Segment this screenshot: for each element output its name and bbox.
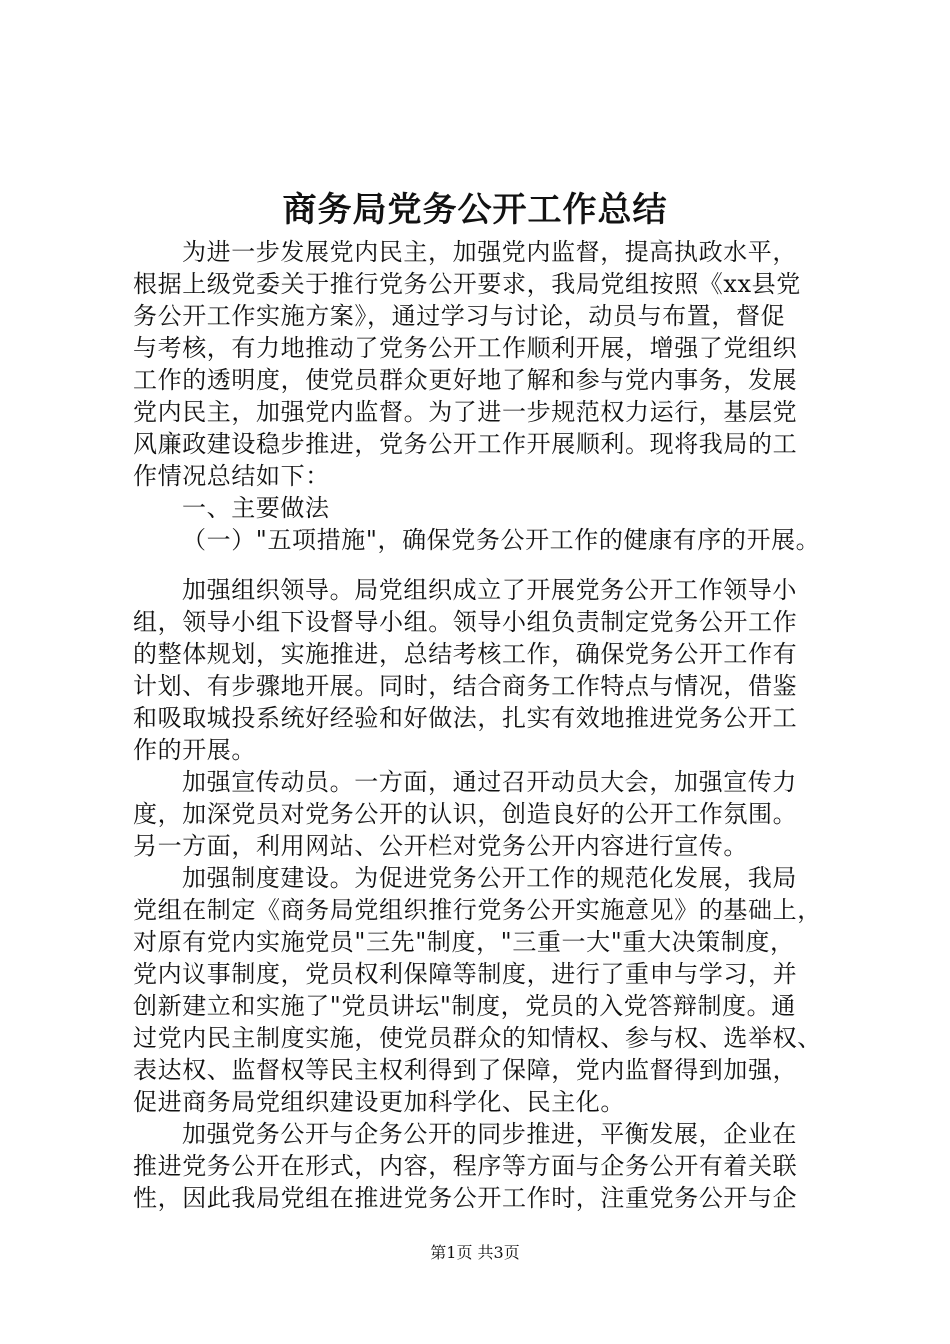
paragraph-line: 另一方面，利用网站、公开栏对党务公开内容进行宣传。 (133, 832, 748, 860)
paragraph-line: 表达权、监督权等民主权利得到了保障，党内监督得到加强， (133, 1056, 798, 1084)
paragraph-line: 党内民主，加强党内监督。为了进一步规范权力运行，基层党 (133, 398, 798, 426)
section-heading: 一、主要做法 (182, 494, 330, 522)
paragraph-line: 度，加深党员对党务公开的认识，创造良好的公开工作氛围。 (133, 800, 798, 828)
paragraph-line: 与考核，有力地推动了党务公开工作顺利开展，增强了党组织 (133, 334, 798, 362)
paragraph-line: 组，领导小组下设督导小组。领导小组负责制定党务公开工作 (133, 608, 798, 636)
paragraph-line: 加强制度建设。为促进党务公开工作的规范化发展，我局 (182, 864, 797, 892)
paragraph-line: 工作的透明度，使党员群众更好地了解和参与党内事务，发展 (133, 366, 798, 394)
paragraph-line: 党组在制定《商务局党组织推行党务公开实施意见》的基础上， (133, 896, 822, 924)
paragraph-line: 计划、有步骤地开展。同时，结合商务工作特点与情况，借鉴 (133, 672, 798, 700)
paragraph-line: 加强组织领导。局党组织成立了开展党务公开工作领导小 (182, 576, 797, 604)
paragraph-line: 创新建立和实施了"党员讲坛"制度，党员的入党答辩制度。通 (133, 992, 796, 1020)
paragraph-line: 对原有党内实施党员"三先"制度，"三重一大"重大决策制度， (133, 928, 795, 956)
paragraph-line: 作情况总结如下： (133, 462, 330, 490)
page-number-footer: 第1页 共3页 (430, 1243, 520, 1262)
paragraph-line: 务公开工作实施方案》，通过学习与讨论，动员与布置，督促 (133, 302, 786, 330)
paragraph-line: 过党内民主制度实施，使党员群众的知情权、参与权、选举权、 (133, 1024, 822, 1052)
paragraph-line: 和吸取城投系统好经验和好做法，扎实有效地推进党务公开工 (133, 704, 798, 732)
paragraph-line: 风廉政建设稳步推进，党务公开工作开展顺利。现将我局的工 (133, 430, 798, 458)
paragraph-line: 为进一步发展党内民主，加强党内监督，提高执政水平， (182, 238, 797, 266)
paragraph-line: 的整体规划，实施推进，总结考核工作，确保党务公开工作有 (133, 640, 798, 668)
paragraph-line: 加强宣传动员。一方面，通过召开动员大会，加强宣传力 (182, 768, 797, 796)
paragraph-line: 党内议事制度，党员权利保障等制度，进行了重申与学习，并 (133, 960, 798, 988)
paragraph-line: 加强党务公开与企务公开的同步推进，平衡发展，企业在 (182, 1120, 797, 1148)
paragraph-line: 根据上级党委关于推行党务公开要求，我局党组按照《xx县党 (133, 270, 801, 298)
subsection-heading: （一）"五项措施"，确保党务公开工作的健康有序的开展。 (182, 526, 821, 554)
document-title: 商务局党务公开工作总结 (282, 190, 668, 230)
paragraph-line: 性，因此我局党组在推进党务公开工作时，注重党务公开与企 (133, 1184, 798, 1212)
paragraph-line: 作的开展。 (133, 736, 256, 764)
paragraph-line: 推进党务公开在形式，内容，程序等方面与企务公开有着关联 (133, 1152, 798, 1180)
paragraph-line: 促进商务局党组织建设更加科学化、民主化。 (133, 1088, 625, 1116)
